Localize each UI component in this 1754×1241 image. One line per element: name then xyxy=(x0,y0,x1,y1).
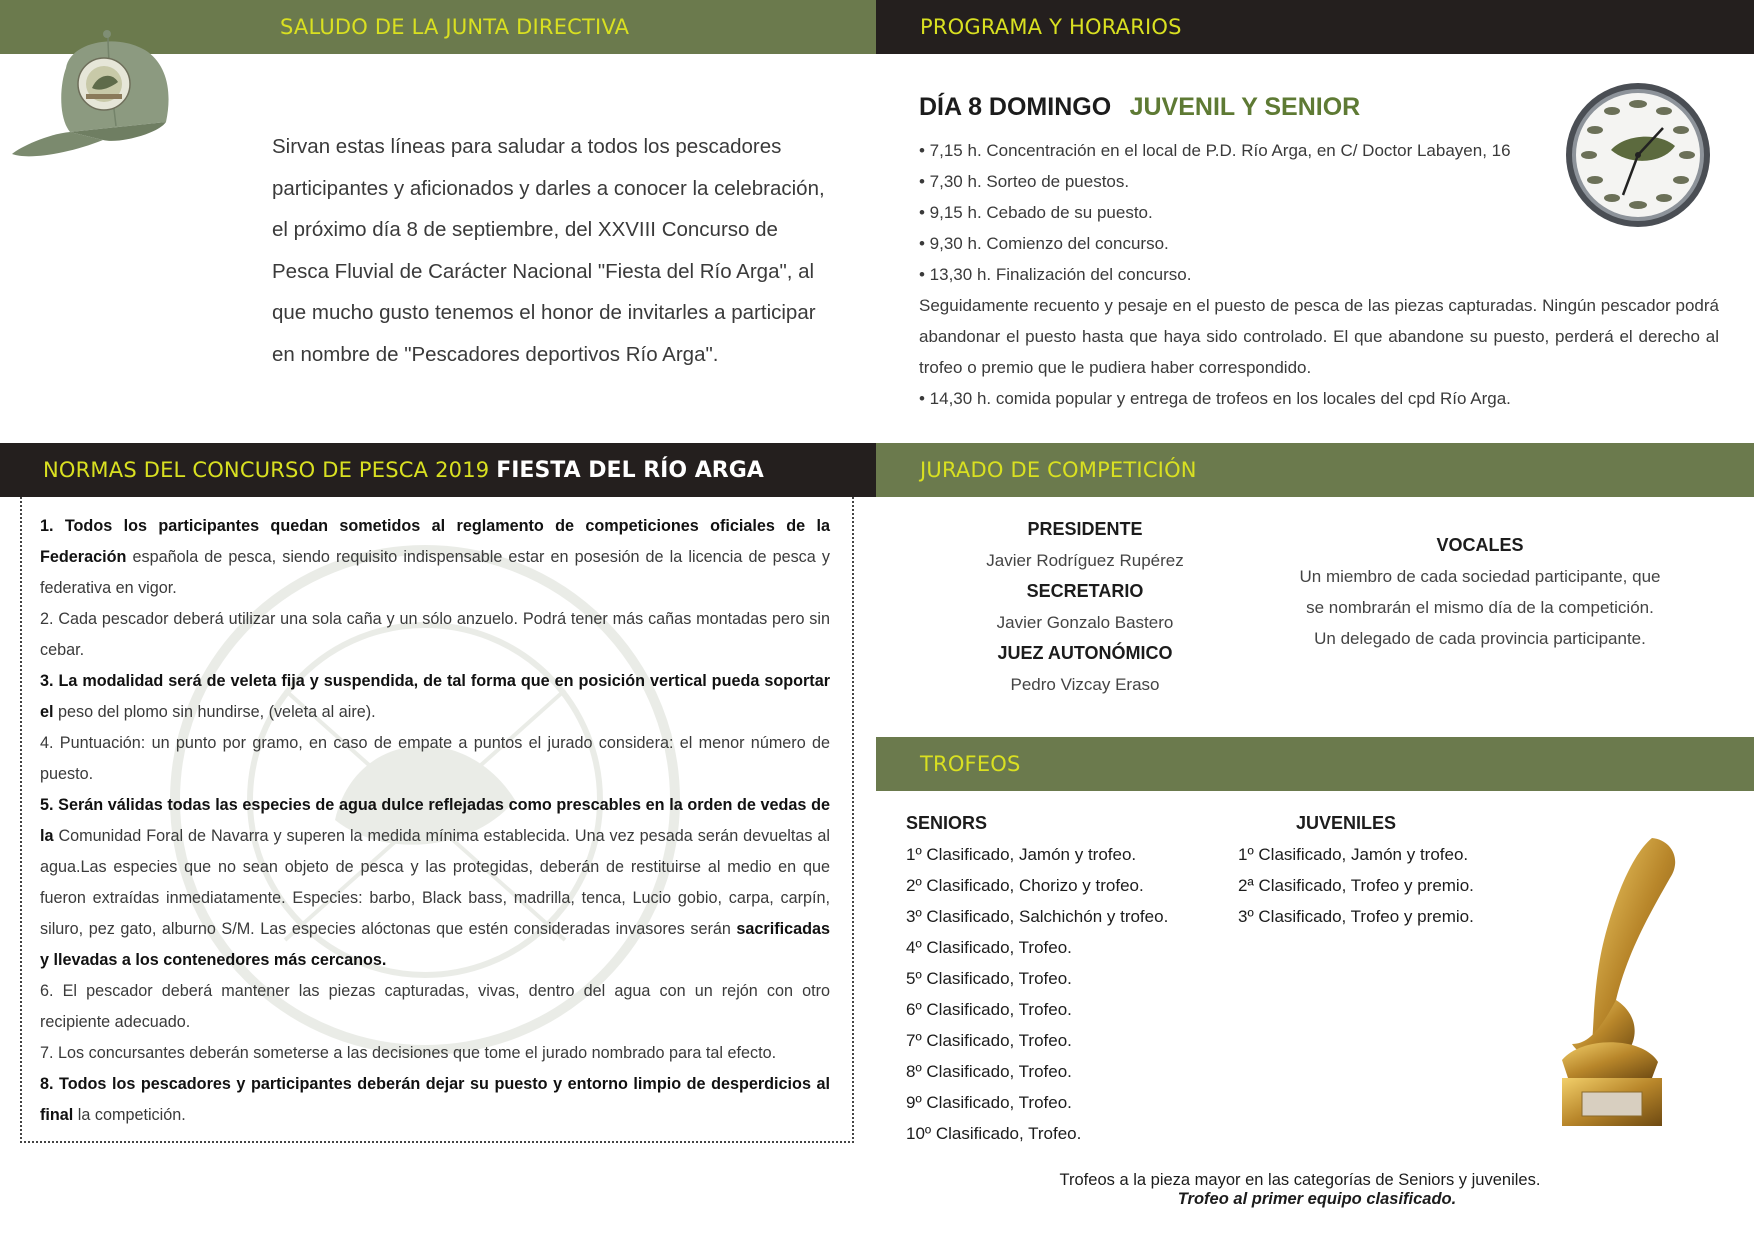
rule-bold-text: sacrificadas y llevadas a los contenedores más cercanos. xyxy=(40,920,830,969)
rule-item xyxy=(40,728,830,790)
cap-image xyxy=(8,22,178,162)
juveniles-label: JUVENILES xyxy=(1296,813,1397,833)
trophy-footer-line1: Trofeos a la pieza mayor en las categorías de Seniors y juveniles. xyxy=(1059,1171,1541,1189)
seniors-item: 3º Clasificado, Salchichón y trofeo. xyxy=(906,907,1169,926)
program-last-item: • 14,30 h. comida popular y entrega de trofeos en los locales del cpd Río Arga. xyxy=(919,389,1511,408)
seniors-label: SENIORS xyxy=(906,813,988,833)
juveniles-item: 2ª Clasificado, Trofeo y premio. xyxy=(1238,876,1474,895)
rule-item xyxy=(40,790,830,976)
greeting-title: SALUDO DE LA JUNTA DIRECTIVA xyxy=(280,15,630,39)
jury-header xyxy=(876,443,1754,497)
seniors-item: 7º Clasificado, Trofeo. xyxy=(906,1031,1072,1050)
judge-name: Pedro Vizcay Eraso xyxy=(1010,675,1160,694)
seniors-item: 5º Clasificado, Trofeo. xyxy=(906,969,1072,988)
seniors-item: 8º Clasificado, Trofeo. xyxy=(906,1062,1072,1081)
jury-title: JURADO DE COMPETICIÓN xyxy=(920,458,1197,482)
rule-text: peso del plomo sin hundirse, (veleta al aire). xyxy=(53,703,376,721)
rule-item xyxy=(40,1069,830,1131)
trophy-footer xyxy=(1000,1171,1600,1209)
rule-item xyxy=(40,511,830,604)
rule-item xyxy=(40,666,830,728)
rule-bold-text: 1. Todos los participantes quedan sometidos al reglamento de competiciones oficiales de la Federación xyxy=(40,517,830,566)
rule-bold-text: 3. La modalidad será de veleta fija y suspendida, de tal forma que en posición vertical pueda soportar el xyxy=(40,672,830,721)
seniors-item: 10º Clasificado, Trofeo. xyxy=(906,1124,1082,1143)
trophies-header xyxy=(876,737,1754,791)
juveniles-item: 3º Clasificado, Trofeo y premio. xyxy=(1238,907,1474,926)
fish-clock-image xyxy=(1563,80,1713,230)
program-item: • 13,30 h. Finalización del concurso. xyxy=(919,265,1192,284)
rule-item xyxy=(40,976,830,1038)
president-label: PRESIDENTE xyxy=(1027,519,1143,539)
program-day-line xyxy=(919,93,1360,122)
program-title: PROGRAMA Y HORARIOS xyxy=(920,15,1182,39)
program-item: • 7,15 h. Concentración en el local de P.D. Río Arga, en C/ Doctor Labayen, 16 xyxy=(919,141,1511,160)
program-item: • 9,30 h. Comienzo del concurso. xyxy=(919,234,1169,253)
president-name: Javier Rodríguez Rupérez xyxy=(986,551,1184,570)
rule-text: 6. El pescador deberá mantener las piezas capturadas, vivas, dentro del agua con un rejón con otro recipiente adecuado. xyxy=(40,982,830,1031)
juveniles-item: 1º Clasificado, Jamón y trofeo. xyxy=(1238,845,1469,864)
rule-bold-text: 8. Todos los pescadores y participantes deberán dejar su puesto y entorno limpio de desperdicios al final xyxy=(40,1075,830,1124)
seniors-item: 1º Clasificado, Jamón y trofeo. xyxy=(906,845,1137,864)
rules-title-prefix: NORMAS DEL CONCURSO DE PESCA 2019 xyxy=(43,458,497,482)
rule-text: española de pesca, siendo requisito indispensable estar en posesión de la licencia de pesca y federativa en vigor. xyxy=(40,548,830,597)
program-header xyxy=(876,0,1754,54)
rules-title-bold: FIESTA DEL RÍO ARGA xyxy=(496,457,764,483)
seniors-item: 6º Clasificado, Trofeo. xyxy=(906,1000,1072,1019)
judge-label: JUEZ AUTONÓMICO xyxy=(997,643,1173,663)
seniors-item: 2º Clasificado, Chorizo y trofeo. xyxy=(906,876,1144,895)
jury-vocales xyxy=(1270,530,1690,654)
juveniles-list xyxy=(1238,808,1558,932)
rules-header xyxy=(0,443,876,497)
secretary-name: Javier Gonzalo Bastero xyxy=(996,613,1174,632)
trophies-title: TROFEOS xyxy=(920,752,1021,776)
rule-bold-text: 5. Serán válidas todas las especies de agua dulce reflejadas como prescables en la orden de vedas de la xyxy=(40,796,830,845)
seniors-item: 9º Clasificado, Trofeo. xyxy=(906,1093,1072,1112)
fish-trophy-image xyxy=(1532,830,1692,1135)
rule-text: 7. Los concursantes deberán someterse a las decisiones que tome el jurado nombrado para tal efecto. xyxy=(40,1044,777,1062)
program-item: • 7,30 h. Sorteo de puestos. xyxy=(919,172,1130,191)
program-item: • 9,15 h. Cebado de su puesto. xyxy=(919,203,1153,222)
seniors-list xyxy=(906,808,1226,1149)
program-day: DÍA 8 DOMINGO xyxy=(919,93,1112,121)
rule-text: la competición. xyxy=(73,1106,186,1124)
jury-officials xyxy=(960,514,1210,700)
rule-text: Comunidad Foral de Navarra y superen la medida mínima establecida. Una vez pesada serán devueltas al agua.Las especies que no sean objeto de pesca y las protegidas, deberán de restituirse al medio en que fueron extraídas inmediatamente. Especies: barbo, Black bass, madrilla, tenca, Lucio gobio, carpa, carpín, siluro, pez gato, alburno S/M. Las especies alóctonas que estén consideradas invasores serán xyxy=(40,827,830,938)
program-category: JUVENIL Y SENIOR xyxy=(1129,93,1361,121)
secretary-label: SECRETARIO xyxy=(1026,581,1144,601)
greeting-text: Sirvan estas líneas para saludar a todos los pescadores participantes y aficionados y darles a conocer la celebración, el próximo día 8 de septiembre, del XXVIII Concurso de Pesca Fluvial de Carácter Nacional "Fiesta del Río Arga", al que mucho gusto tenemos el honor de invitarles a participar en nombre de "Pescadores deportivos Río Arga". xyxy=(272,135,825,366)
rule-item xyxy=(40,604,830,666)
trophy-footer-line2: Trofeo al primer equipo clasificado. xyxy=(1177,1190,1457,1208)
rule-item xyxy=(40,1038,830,1069)
seniors-item: 4º Clasificado, Trofeo. xyxy=(906,938,1072,957)
rule-text: 2. Cada pescador deberá utilizar una sola caña y un sólo anzuelo. Podrá tener más cañas montadas pero sin cebar. xyxy=(40,610,830,659)
vocales-line: Un miembro de cada sociedad participante, que xyxy=(1299,567,1661,586)
vocales-label: VOCALES xyxy=(1436,535,1524,555)
rule-text: 4. Puntuación: un punto por gramo, en caso de empate a puntos el jurado considera: el menor número de puesto. xyxy=(40,734,830,783)
rules-list xyxy=(40,511,830,1131)
program-note: Seguidamente recuento y pesaje en el puesto de pesca de las piezas capturadas. Ningún pescador podrá abandonar el puesto hasta que haya sido controlado. El que abandone su puesto, perderá el derecho al trofeo o premio que le pudiera haber correspondido. xyxy=(919,296,1719,377)
vocales-line: Un delegado de cada provincia participante. xyxy=(1314,629,1646,648)
vocales-line: se nombrarán el mismo día de la competición. xyxy=(1306,598,1654,617)
